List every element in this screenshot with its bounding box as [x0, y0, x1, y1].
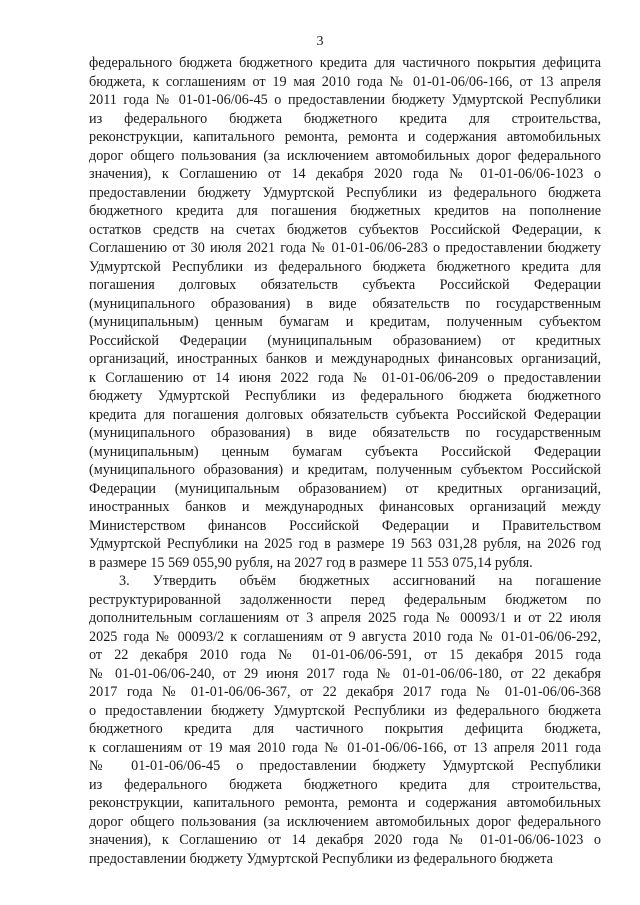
text-line: реконструкции, капитального ремонта, ремонта и содержания автомобильных	[89, 129, 601, 145]
text-line: предоставлении бюджету Удмуртской Республики из федерального бюджета	[89, 850, 553, 867]
text-line: (муниципальным) ценным бумагам субъекта Российской Федерации	[89, 443, 601, 460]
text-line: дополнительным соглашениям от 3 апреля 2025 года № 00093/1 и от 22 июля	[89, 610, 601, 626]
text-line: к соглашениям от 19 мая 2010 года № 01-01-06/06-166, от 13 апреля 2011 года	[89, 739, 601, 756]
text-line: бюджету Удмуртской Республики из федерального бюджета бюджетного	[89, 388, 601, 404]
text-line: из федерального бюджета бюджетного кредита для строительства,	[89, 776, 601, 793]
text-line: (муниципального образования) в виде обязательств по государственным	[89, 295, 601, 312]
text-line: значения), к Соглашению от 14 декабря 2020 года № 01-01-06/06-1023 о	[89, 166, 601, 182]
text-line: погашения долговых обязательств субъекта Российской Федерации	[89, 277, 601, 293]
text-line: бюджета, к соглашениям от 19 мая 2010 года № 01-01-06/06-166, от 13 апреля	[89, 73, 601, 90]
text-line: из федерального бюджета бюджетного кредита для строительства,	[89, 110, 601, 127]
text-line: реструктурированной задолженности перед федеральным бюджетом по	[89, 591, 601, 608]
text-line: № 01-01-06/06-45 о предоставлении бюджету Удмуртской Республики	[89, 758, 601, 774]
text-line: 2025 года № 00093/2 к соглашениям от 9 августа 2010 года № 01-01-06/06-292,	[89, 628, 601, 645]
text-line: организаций, иностранных банков и международных финансовых организаций,	[89, 351, 601, 367]
text-line: реконструкции, капитального ремонта, ремонта и содержания автомобильных	[89, 795, 601, 811]
text-line: Соглашению от 30 июля 2021 года № 01-01-06/06-283 о предоставлении бюджету	[89, 240, 601, 256]
text-line: (муниципальным) ценным бумагам и кредитам, полученным субъектом	[89, 314, 601, 330]
text-line: значения), к Соглашению от 14 декабря 2020 года № 01-01-06/06-1023 о	[89, 832, 601, 848]
text-line: Удмуртской Республики на 2025 год в размере 19 563 031,28 рубля, на 2026 год	[89, 536, 601, 552]
text-line: бюджетного кредита для частичного покрытия дефицита бюджета,	[89, 721, 601, 737]
text-line: дорог общего пользования (за исключением автомобильных дорог федерального	[89, 813, 601, 830]
text-line: иностранных банков и международных финансовых организаций между	[89, 499, 601, 515]
text-line: федерального бюджета бюджетного кредита для частичного покрытия дефицита	[89, 55, 601, 71]
text-line: от 22 декабря 2010 года № 01-01-06/06-591, от 15 декабря 2015 года	[89, 647, 601, 663]
document-body	[89, 54, 601, 868]
text-line: 2017 года № 01-01-06/06-367, от 22 декабря 2017 года № 01-01-06/06-368	[89, 684, 601, 700]
text-line: 2011 года № 01-01-06/06-45 о предоставлении бюджету Удмуртской Республики	[89, 92, 601, 108]
text-line: предоставлении бюджету Удмуртской Республики из федерального бюджета	[89, 184, 601, 201]
page-number: 3	[316, 34, 324, 49]
text-line: остатков средств на счетах бюджетов субъектов Российской Федерации, к	[89, 221, 601, 238]
text-line: бюджетного кредита для погашения бюджетных кредитов на пополнение	[89, 203, 601, 219]
text-line: Министерством финансов Российской Федерации и Правительством	[89, 517, 601, 534]
text-line: (муниципального образования) в виде обязательств по государственным	[89, 425, 601, 441]
text-line: о предоставлении бюджету Удмуртской Республики из федерального бюджета	[89, 702, 601, 719]
text-line: к Соглашению от 14 июня 2022 года № 01-01-06/06-209 о предоставлении	[89, 369, 601, 386]
text-line: 3. Утвердить объём бюджетных ассигнований на погашение	[119, 573, 601, 589]
text-line: Российской Федерации (муниципальным образованием) от кредитных	[89, 332, 601, 349]
text-line: дорог общего пользования (за исключением автомобильных дорог федерального	[89, 147, 601, 164]
text-line: Удмуртской Республики из федерального бюджета бюджетного кредита для	[89, 258, 601, 275]
text-line: № 01-01-06/06-240, от 29 июня 2017 года № 01-01-06/06-180, от 22 декабря	[89, 665, 601, 682]
text-line: кредита для погашения долговых обязательств субъекта Российской Федерации	[89, 406, 601, 423]
text-line: (муниципального образования) и кредитам, полученным субъектом Российской	[89, 462, 601, 478]
text-line: в размере 15 569 055,90 рубля, на 2027 год в размере 11 553 075,14 рубля.	[89, 554, 533, 571]
text-line: Федерации (муниципальным образованием) от кредитных организаций,	[89, 480, 601, 497]
